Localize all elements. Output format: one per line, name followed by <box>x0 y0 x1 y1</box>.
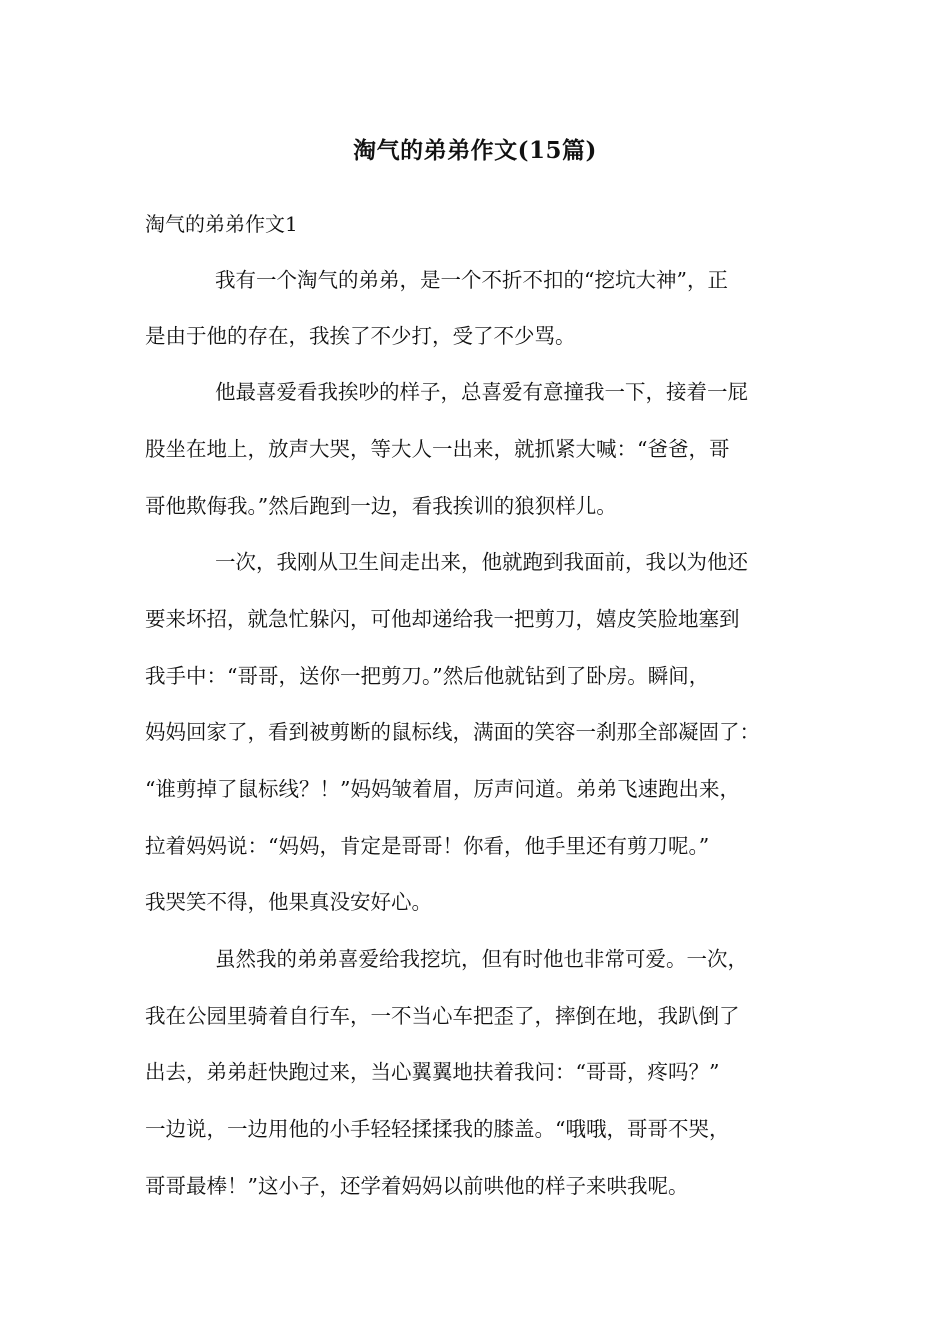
text-line: 我在公园里骑着自行车，一不当心车把歪了，摔倒在地，我趴倒了 <box>145 1004 740 1028</box>
text-line: 虽然我的弟弟喜爱给我挖坑，但有时他也非常可爱。一次， <box>215 947 748 971</box>
section-heading: 淘气的弟弟作文1 <box>145 212 298 236</box>
document-title: 淘气的弟弟作文(15篇) <box>353 137 597 164</box>
text-line: 拉着妈妈说：“妈妈，肯定是哥哥！你看，他手里还有剪刀呢。” <box>145 834 710 858</box>
text-line: 股坐在地上，放声大哭，等大人一出来，就抓紧大喊：“爸爸，哥 <box>145 437 730 461</box>
text-line: 哥他欺侮我。”然后跑到一边，看我挨训的狼狈样儿。 <box>145 494 617 518</box>
text-line: 一边说，一边用他的小手轻轻揉揉我的膝盖。“哦哦，哥哥不哭， <box>145 1117 730 1141</box>
text-line: “谁剪掉了鼠标线？！”妈妈皱着眉，厉声问道。弟弟飞速跑出来， <box>145 777 740 801</box>
text-line: 哥哥最棒！”这小子，还学着妈妈以前哄他的样子来哄我呢。 <box>145 1174 689 1198</box>
text-line: 出去，弟弟赶快跑过来，当心翼翼地扶着我问：“哥哥，疼吗？” <box>145 1060 720 1084</box>
text-line: 一次，我刚从卫生间走出来，他就跑到我面前，我以为他还 <box>215 550 748 574</box>
text-line: 我哭笑不得，他果真没安好心。 <box>145 890 432 914</box>
text-line: 要来坏招，就急忙躲闪，可他却递给我一把剪刀，嬉皮笑脸地塞到 <box>145 607 740 631</box>
text-line: 是由于他的存在，我挨了不少打，受了不少骂。 <box>145 324 576 348</box>
text-line: 妈妈回家了，看到被剪断的鼠标线，满面的笑容一刹那全部凝固了： <box>145 720 760 744</box>
text-line: 我有一个淘气的弟弟，是一个不折不扣的“挖坑大神”，正 <box>215 268 728 292</box>
text-line: 我手中：“哥哥，送你一把剪刀。”然后他就钻到了卧房。瞬间， <box>145 664 710 688</box>
text-line: 他最喜爱看我挨吵的样子，总喜爱有意撞我一下，接着一屁 <box>215 380 748 404</box>
